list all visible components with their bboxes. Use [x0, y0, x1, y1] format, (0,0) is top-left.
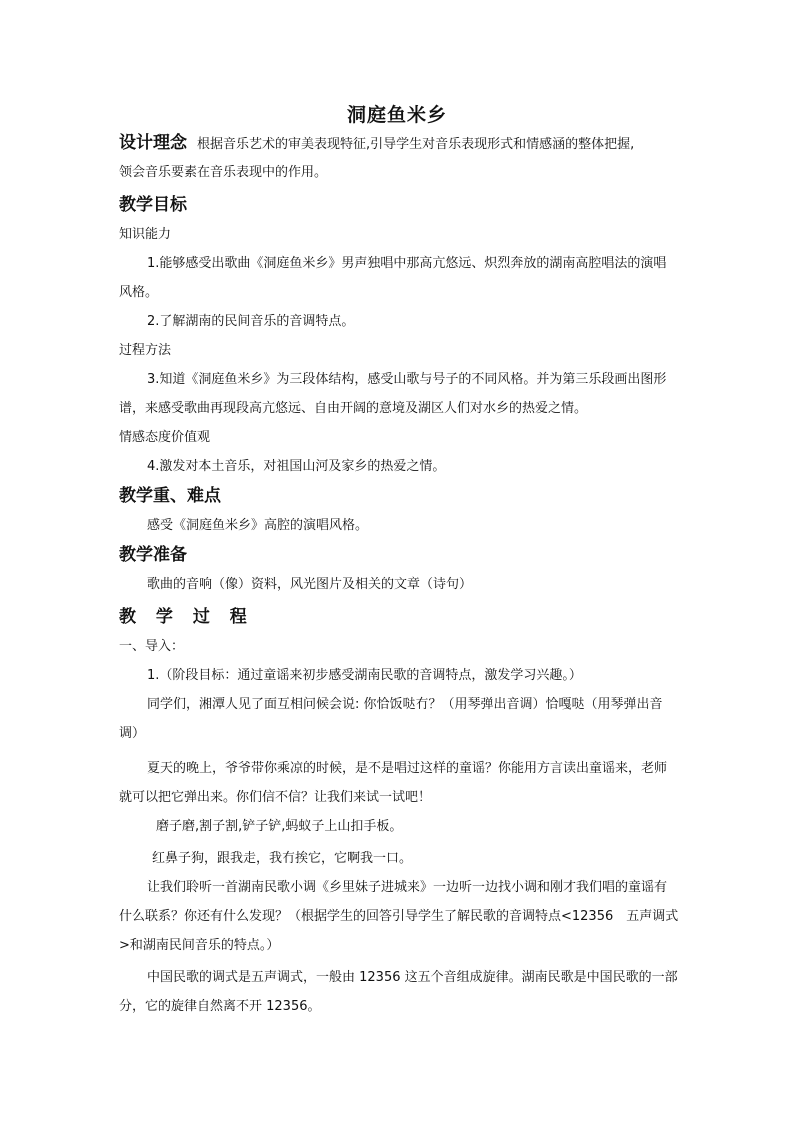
objective-item-1: 1.能够感受出歌曲《洞庭鱼米乡》男声独唱中那高亢悠远、炽烈奔放的湖南高腔唱法的演唱风格。 — [119, 256, 667, 300]
emotion-label: 情感态度价值观 — [119, 430, 211, 445]
objective-item-2: 2.了解湖南的民间音乐的音调特点。 — [147, 314, 355, 329]
intro-paragraph-4: 中国民歌的调式是五声调式，一般由 12356 这五个音组成旋律。湖南民歌是中国民歌的一部分，它的旋律自然离不开 12356。 — [119, 970, 678, 1014]
design-concept-text-line1: 根据音乐艺术的审美表现特征,引导学生对音乐表现形式和情感涵的整体把握, — [197, 137, 635, 152]
process-heading: 教 学 过 程 — [119, 607, 254, 627]
preparation-text: 歌曲的音响（像）资料，风光图片及相关的文章（诗句） — [147, 577, 473, 592]
intro-paragraph-3: 让我们聆听一首湖南民歌小调《乡里妹子进城来》一边听一边找小调和刚才我们唱的童谣有什么联系？你还有什么发现？（根据学生的回答引导学生了解民歌的音调特点<12356 五声调式>和湖南民间音乐的特点。） — [119, 880, 679, 953]
preparation-heading: 教学准备 — [119, 545, 187, 565]
objective-item-4: 4.激发对本土音乐，对祖国山河及家乡的热爱之情。 — [147, 459, 446, 474]
design-concept-heading-text: 设计理念 — [119, 133, 187, 153]
document-body — [119, 128, 679, 1021]
intro-section-label: 一、导入： — [119, 639, 185, 654]
nursery-rhyme-2: 红鼻子狗，跟我走，我冇挨它，它啊我一口。 — [152, 851, 413, 866]
intro-goal: 1.（阶段目标：通过童谣来初步感受湖南民歌的音调特点，激发学习兴趣。） — [147, 668, 582, 683]
intro-paragraph-1: 同学们，湘潭人见了面互相问候会说: 你恰饭哒冇？（用琴弹出音调）恰嘎哒（用琴弹出音调） — [119, 697, 663, 741]
design-concept-heading — [119, 128, 679, 158]
objective-item-3: 3.知道《洞庭鱼米乡》为三段体结构，感受山歌与号子的不同风格。并为第三乐段画出图形谱，来感受歌曲再现段高亢悠远、自由开阔的意境及湖区人们对水乡的热爱之情。 — [119, 372, 667, 416]
knowledge-label: 知识能力 — [119, 227, 172, 242]
document-title: 洞庭鱼米乡 — [346, 104, 447, 126]
process-method-label: 过程方法 — [119, 343, 172, 358]
design-concept-text-line2: 领会音乐要素在音乐表现中的作用。 — [119, 165, 328, 180]
intro-paragraph-2: 夏天的晚上，爷爷带你乘凉的时候，是不是唱过这样的童谣？你能用方言读出童谣来，老师就可以把它弹出来。你们信不信？让我们来试一试吧！ — [119, 761, 668, 805]
nursery-rhyme-1: 磨子磨,割子割,铲子铲,蚂蚁子上山扣手板。 — [156, 819, 403, 834]
key-points-text: 感受《洞庭鱼米乡》高腔的演唱风格。 — [147, 518, 369, 533]
key-points-heading: 教学重、难点 — [119, 486, 221, 506]
objectives-heading: 教学目标 — [119, 195, 187, 215]
